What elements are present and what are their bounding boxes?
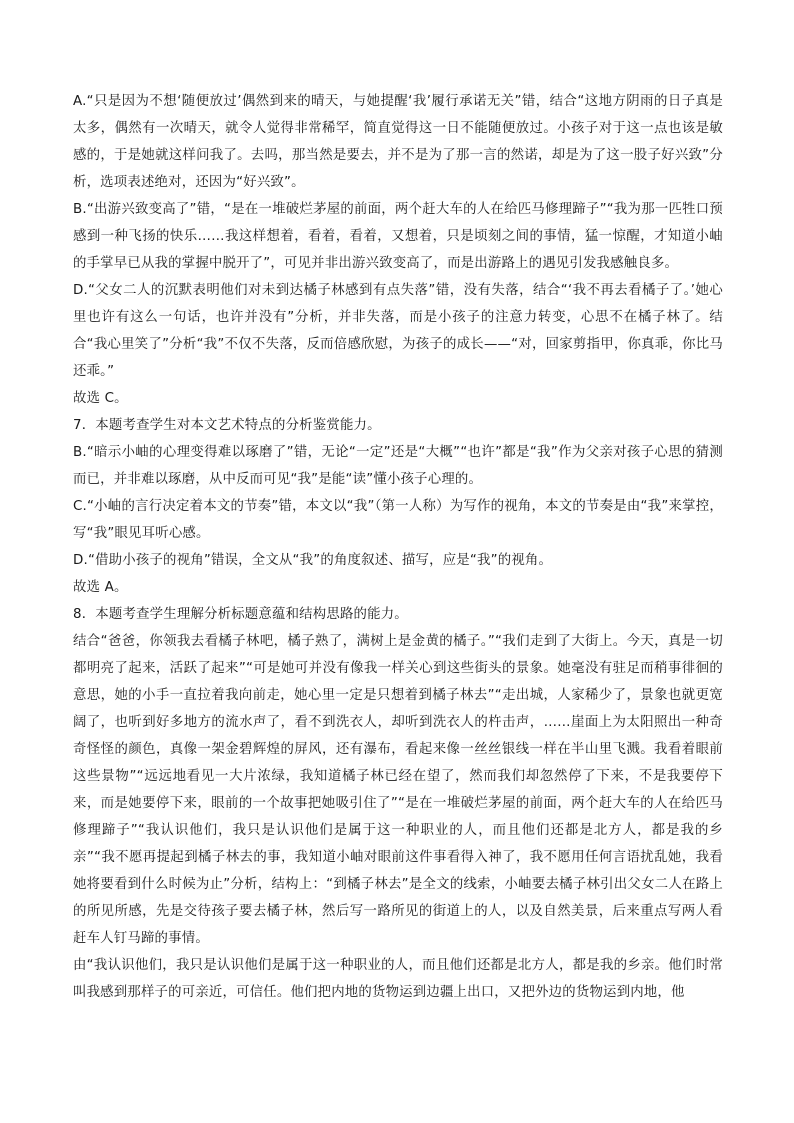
paragraph-option-a-analysis: A.“只是因为不想‘随便放过’偶然到来的晴天，与她提醒‘我’履行承诺无关”错，结合“这地方阴雨的日子真是太多，偶然有一次晴天，就令人觉得非常稀罕，简直觉得这一日不能随便放过。小孩子对于这一点也该是敏感的，于是她就这样问我了。去吗，那当然是要去，并不是为了那一言的然诺，却是为了这一股子好兴致”分析，选项表述绝对，还因为“好兴致”。 xyxy=(73,94,723,190)
paragraph-q7-option-b: B.“暗示小岫的心理变得难以琢磨了”错，无论“一定”还是“大概”“也许”都是“我”作为父亲对孩子心思的猜测而已，并非难以琢磨，从中反而可见“我”是能“读”懂小孩子心理的。 xyxy=(73,445,723,487)
paragraph-option-b-analysis: B.“出游兴致变高了”错，“是在一堆破烂茅屋的前面，两个赶大车的人在给匹马修理蹄子”“我为那一匹牲口预感到一种飞扬的快乐……我这样想着，看着，看着，又想着，只是顷刻之间的事情，猛一惊醒，才知道小岫的手掌早已从我的掌握中脱开了”，可见并非出游兴致变高了，而是出游路上的遇见引发我感触良多。 xyxy=(73,202,723,271)
question-8-intro: 8．本题考查学生理解分析标题意蕴和结构思路的能力。 xyxy=(73,607,408,622)
paragraph-option-d-analysis: D.“父女二人的沉默表明他们对未到达橘子林感到有点失落”错，没有失落，结合“‘我不再去看橘子了。’她心里也许有这么一句话，也许并没有”分析，并非失落，而是小孩子的注意力转变，心思不在橘子林了。结合“我心里笑了”分析“我”不仅不失落，反而倍感欣慰，为孩子的成长——“对，回家剪指甲，你真乖，你比马还乖。” xyxy=(73,283,723,379)
paragraph-q8-continued: 由“我认识他们，我只是认识他们是属于这一种职业的人，而且他们还都是北方人，都是我的乡亲。他们时常叫我感到那样子的可亲近，可信任。他们把内地的货物运到边疆上出口，又把外边的货物运到内地，他 xyxy=(73,958,723,1000)
paragraph-q7-option-c: C.“小岫的言行决定着本文的节奏”错，本文以“我”（第一人称）为写作的视角，本文的节奏是由“我”来掌控，写“我”眼见耳听心感。 xyxy=(73,499,723,541)
document-page xyxy=(73,88,723,1006)
question-7-intro: 7．本题考查学生对本文艺术特点的分析鉴赏能力。 xyxy=(73,418,381,433)
paragraph-q8-structure-analysis: 结合“爸爸，你领我去看橘子林吧，橘子熟了，满树上是金黄的橘子。”“我们走到了大街上。今天，真是一切都明亮了起来，活跃了起来”“可是她可并没有像我一样关心到这些街头的景象。她毫没有驻足而稍事徘徊的意思，她的小手一直拉着我向前走，她心里一定是只想着到橘子林去”“走出城，人家稀少了，景象也就更宽阔了，也听到好多地方的流水声了，看不到洗衣人，却听到洗衣人的杵击声，……崖面上为太阳照出一种奇奇怪怪的颜色，真像一架金碧辉煌的屏风，还有瀑布，看起来像一丝丝银线一样在半山里飞溅。我看着眼前这些景物”“远远地看见一大片浓绿，我知道橘子林已经在望了，然而我们却忽然停了下来，不是我要停下来，而是她要停下来，眼前的一个故事把她吸引住了”“是在一堆破烂茅屋的前面，两个赶大车的人在给匹马修理蹄子”“我认识他们，我只是认识他们是属于这一种职业的人，而且他们还都是北方人，都是我的乡亲”“我不愿再提起到橘子林去的事，我知道小岫对眼前这件事看得入神了，我不愿用任何言语扰乱她，我看她将要看到什么时候为止”分析，结构上：“到橘子林去”是全文的线索，小岫要去橘子林引出父女二人在路上的所见所感，先是交待孩子要去橘子林，然后写一路所见的街道上的人，以及自然美景，后来重点写两人看赶车人钉马蹄的事情。 xyxy=(73,634,723,946)
paragraph-q7-option-d: D.“借助小孩子的视角”错误，全文从“我”的角度叙述、描写，应是“我”的视角。 xyxy=(73,553,553,568)
answer-line-q6: 故选 C。 xyxy=(73,391,128,406)
answer-line-q7: 故选 A。 xyxy=(73,580,128,595)
